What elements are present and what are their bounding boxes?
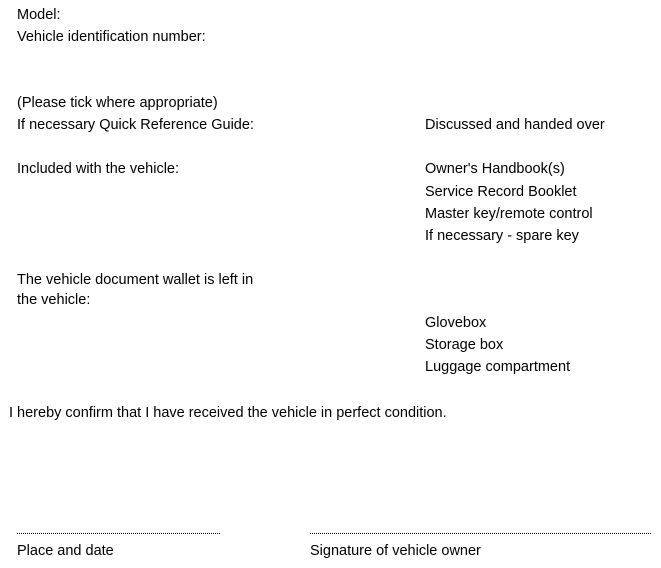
wallet-location-storage-box[interactable]: Storage box [425, 337, 504, 353]
vin-label: Vehicle identification number: [17, 29, 206, 45]
tick-instructions: (Please tick where appropriate) [17, 95, 218, 111]
wallet-location-glovebox[interactable]: Glovebox [425, 315, 487, 331]
included-item-spare-key[interactable]: If necessary - spare key [425, 228, 579, 244]
included-item-master-key[interactable]: Master key/remote control [425, 206, 593, 222]
place-date-label: Place and date [17, 543, 114, 559]
included-label: Included with the vehicle: [17, 161, 180, 177]
quick-reference-label: If necessary Quick Reference Guide: [17, 117, 254, 133]
document-wallet-label-line2: the vehicle: [17, 292, 91, 308]
document-wallet-label-line1: The vehicle document wallet is left in [17, 272, 254, 288]
confirmation-statement: I hereby confirm that I have received the vehicle in perfect condition. [9, 405, 447, 421]
owner-signature-label: Signature of vehicle owner [310, 543, 481, 559]
wallet-location-luggage[interactable]: Luggage compartment [425, 359, 571, 375]
owner-signature-field[interactable] [310, 525, 651, 534]
model-label: Model: [17, 7, 61, 23]
quick-reference-option[interactable]: Discussed and handed over [425, 117, 605, 133]
included-item-service-record[interactable]: Service Record Booklet [425, 184, 577, 200]
place-date-field[interactable] [17, 525, 220, 534]
included-item-handbook[interactable]: Owner's Handbook(s) [425, 161, 565, 177]
